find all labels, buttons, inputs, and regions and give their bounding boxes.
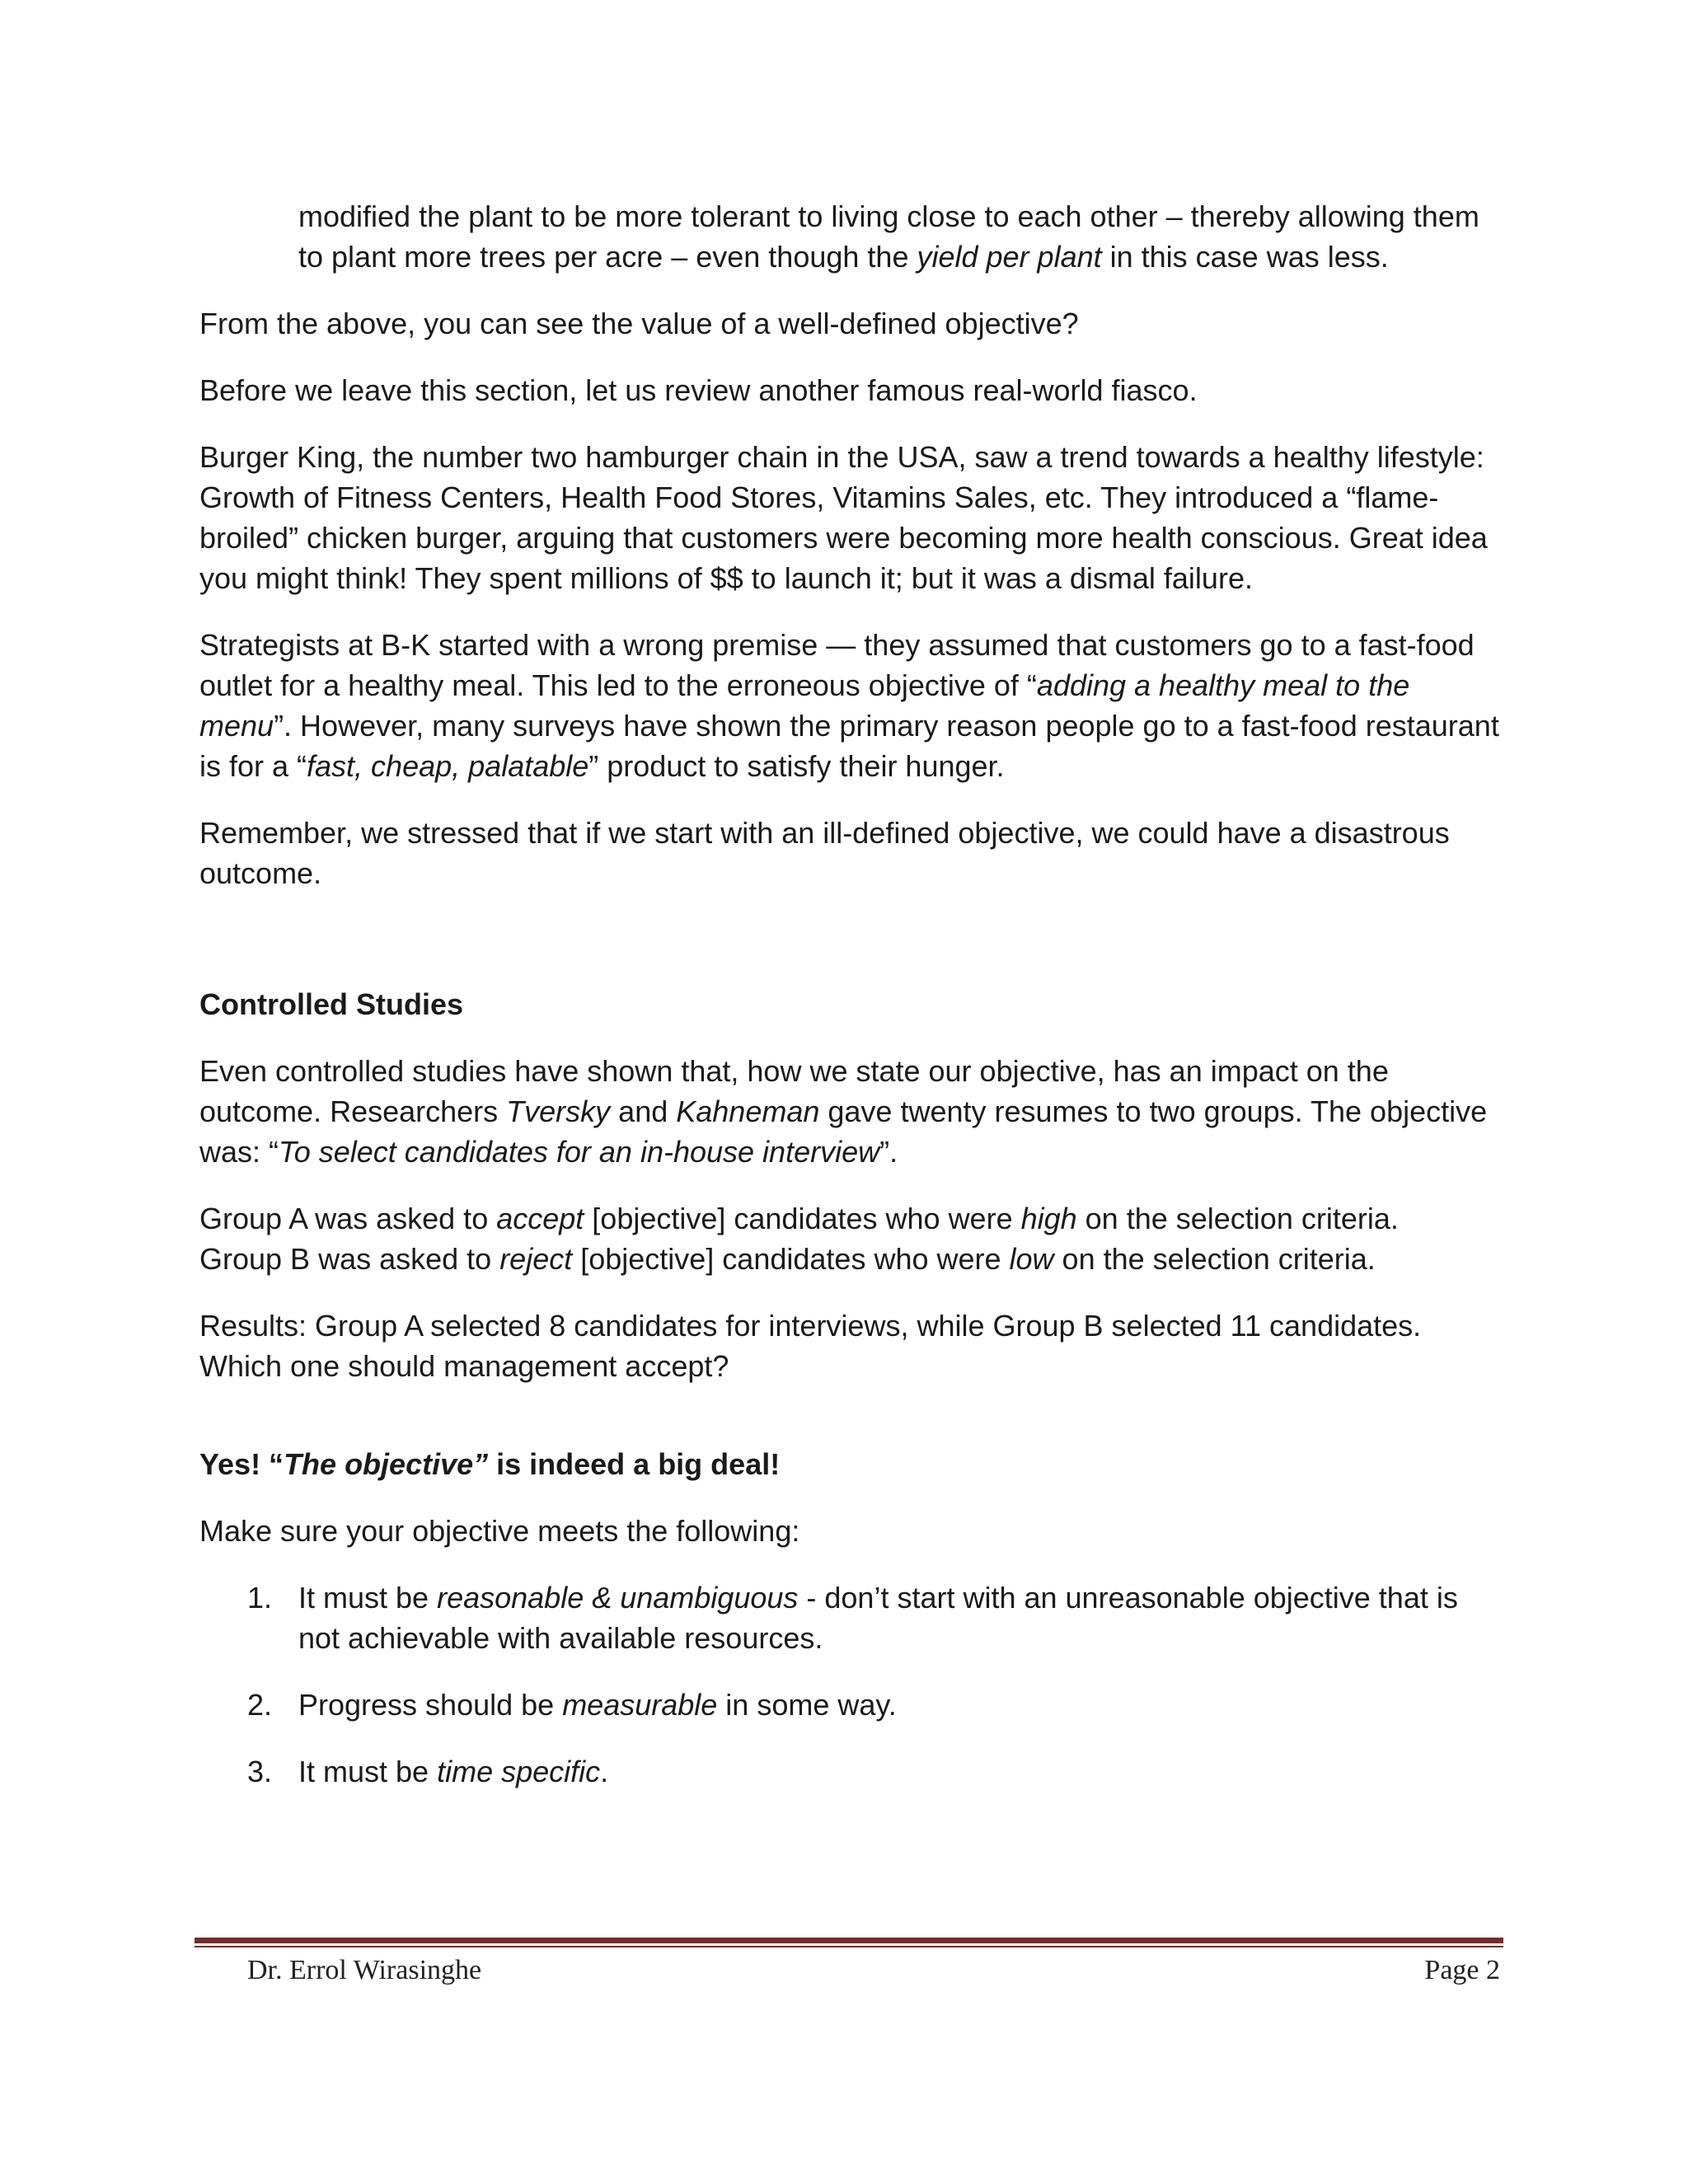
footer-divider-thin xyxy=(195,1946,1503,1947)
text-run: on the selection criteria. xyxy=(1053,1242,1376,1276)
text-run: Progress should be xyxy=(298,1688,563,1722)
text-run: in this case was less. xyxy=(1101,240,1389,274)
italic-run: The objective” xyxy=(284,1447,489,1481)
footer-page-number: Page 2 xyxy=(1424,1955,1500,1985)
paragraph: Make sure your objective meets the following: xyxy=(199,1514,800,1548)
paragraph-continued xyxy=(199,196,1502,277)
italic-run: reject xyxy=(499,1242,573,1276)
text-run: Strategists at B-K started with a wrong premise — they assumed that customers go to a fast-food outlet for a healthy meal. This led to the erroneous objective of “ xyxy=(199,628,1475,702)
paragraph: Remember, we stressed that if we start with an ill-defined objective, we could have a disastrous outcome. xyxy=(199,816,1450,890)
emphasis-heading xyxy=(199,1444,1502,1484)
text-run: gave twenty resumes to two groups. The objective was: “ xyxy=(199,1094,1488,1169)
list-number: 1. xyxy=(247,1581,273,1615)
italic-run: measurable xyxy=(562,1688,718,1722)
text-run: ”. xyxy=(879,1135,898,1169)
paragraph-strategists xyxy=(199,625,1502,786)
footer-divider xyxy=(195,1938,1503,1943)
text-run: Even controlled studies have shown that, how we state our objective, has an impact on the outcome. Researchers xyxy=(199,1054,1389,1128)
text-run: is indeed a big deal! xyxy=(488,1447,781,1481)
paragraph: From the above, you can see the value of a well-defined objective? xyxy=(199,307,1079,340)
text-run: ” product to satisfy their hunger. xyxy=(588,749,1005,783)
paragraph-groups xyxy=(199,1198,1502,1279)
italic-run: low xyxy=(1009,1242,1054,1276)
italic-run: Kahneman xyxy=(676,1094,820,1128)
paragraph-controlled-studies xyxy=(199,1051,1502,1172)
text-run: It must be xyxy=(298,1755,438,1788)
text-run: on the selection criteria. xyxy=(1076,1202,1399,1235)
text-run: Group B was asked to xyxy=(199,1242,500,1276)
text-run: - don’t start with an unreasonable objective that is not achievable with available resources. xyxy=(298,1581,1458,1655)
paragraph: Before we leave this section, let us review another famous real-world fiasco. xyxy=(199,373,1198,407)
text-run: [objective] candidates who were xyxy=(572,1242,1010,1276)
text-run: Results: Group A selected 8 candidates for interviews, while Group B selected 11 candidates. xyxy=(199,1309,1422,1343)
paragraph-results xyxy=(199,1305,1502,1386)
text-run: ”. However, many surveys have shown the primary reason people go to a fast-food restaurant is for a “ xyxy=(199,709,1499,783)
spacer xyxy=(199,1413,1502,1444)
footer-author: Dr. Errol Wirasinghe xyxy=(247,1955,482,1985)
text-run: [objective] candidates who were xyxy=(584,1202,1021,1235)
italic-run: high xyxy=(1020,1202,1077,1235)
requirements-list xyxy=(199,1577,1502,1792)
text-run: It must be xyxy=(298,1581,438,1615)
italic-run: yield per plant xyxy=(917,240,1102,274)
text-run: modified the plant to be more tolerant to living close to each other – thereby allowing them to plant more trees per acre – even though the xyxy=(298,199,1479,274)
italic-run: reasonable & unambiguous xyxy=(437,1581,799,1615)
list-number: 3. xyxy=(247,1755,273,1788)
text-run: Group A was asked to xyxy=(199,1202,497,1235)
italic-run: time specific xyxy=(437,1755,601,1788)
italic-run: To select candidates for an in-house interview xyxy=(279,1135,880,1169)
section-heading: Controlled Studies xyxy=(199,987,464,1021)
italic-run: adding a healthy meal to the menu xyxy=(199,668,1410,743)
list-item xyxy=(199,1685,1502,1725)
italic-run: accept xyxy=(496,1202,584,1235)
italic-run: Tversky xyxy=(506,1094,611,1128)
text-run: . xyxy=(600,1755,609,1788)
list-item xyxy=(199,1577,1502,1658)
spacer xyxy=(199,920,1502,984)
list-number: 2. xyxy=(247,1688,273,1722)
text-run: in some way. xyxy=(717,1688,897,1722)
italic-run: fast, cheap, palatable xyxy=(307,749,589,783)
page-content xyxy=(199,196,1502,1818)
list-item xyxy=(199,1751,1502,1792)
text-run: Which one should management accept? xyxy=(199,1349,729,1383)
text-run: Yes! “ xyxy=(199,1447,284,1481)
paragraph-burger-king: Burger King, the number two hamburger chain in the USA, saw a trend towards a healthy lifestyle: Growth of Fitness Centers, Health Food Stores, Vitamins Sales, etc. They introduced a “flame-broiled” chicken burger, arguing that customers were becoming more health conscious. Great idea you might think! They spent millions of $$ to launch it; but it was a dismal failure. xyxy=(199,440,1488,595)
text-run: and xyxy=(610,1094,677,1128)
